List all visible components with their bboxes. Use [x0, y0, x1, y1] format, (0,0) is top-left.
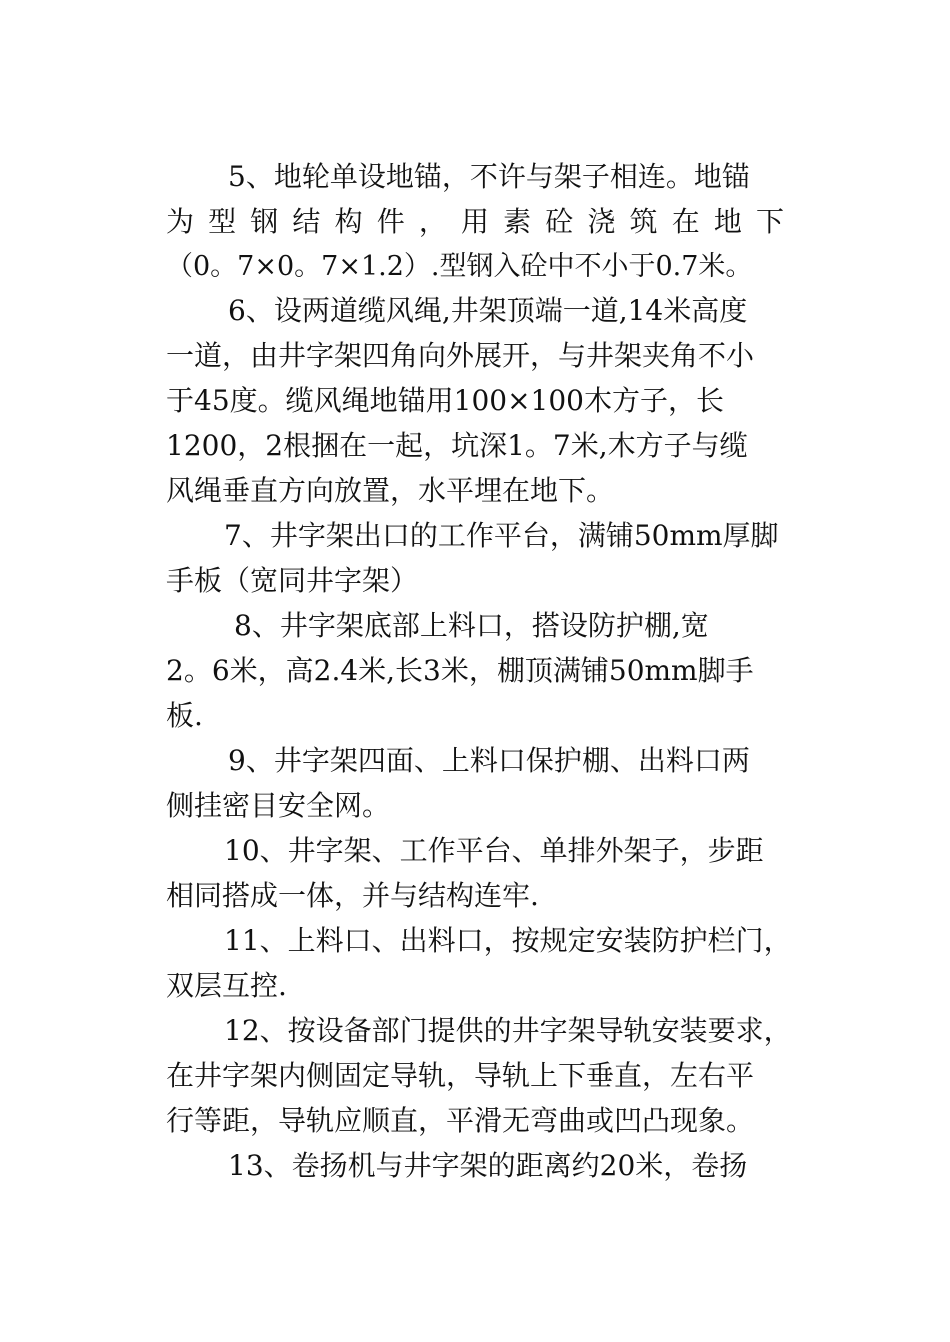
- text-line: 10、井字架、工作平台、单排外架子，步距: [224, 834, 764, 867]
- text-line: 板.: [166, 699, 203, 732]
- text-line: 相同搭成一体，并与结构连牢.: [166, 879, 539, 912]
- text-line: 1200，2根捆在一起，坑深1。7米,木方子与缆: [166, 429, 748, 462]
- text-line: 6、设两道缆风绳,井架顶端一道,14米高度: [228, 294, 748, 327]
- text-line: 13、卷扬机与井字架的距离约20米，卷扬: [228, 1149, 748, 1182]
- text-line: 5、地轮单设地锚，不许与架子相连。地锚: [228, 160, 750, 193]
- text-line: 7、井字架出口的工作平台，满铺50mm厚脚: [224, 519, 779, 552]
- text-line: 侧挂密目安全网。: [166, 789, 391, 822]
- text-line: 8、井字架底部上料口，搭设防护棚,宽: [234, 609, 709, 642]
- text-line: （0。7×0。7×1.2）.型钢入砼中不小于0.7米。: [166, 251, 753, 282]
- text-line: 12、按设备部门提供的井字架导轨安装要求，: [224, 1014, 792, 1047]
- text-line: 9、井字架四面、上料口保护棚、出料口两: [228, 744, 750, 777]
- text-line: 2。6米，高2.4米,长3米，棚顶满铺50mm脚手: [166, 654, 754, 687]
- text-line: 行等距，导轨应顺直，平滑无弯曲或凹凸现象。: [166, 1104, 755, 1137]
- text-line: 风绳垂直方向放置，水平埋在地下。: [166, 474, 615, 507]
- text-line: 为型钢结构件，用素砼浇筑在地下: [166, 205, 784, 238]
- text-line: 11、上料口、出料口，按规定安装防护栏门，: [224, 924, 792, 957]
- text-line: 手板（宽同井字架）: [166, 564, 419, 597]
- text-line: 于45度。缆风绳地锚用100×100木方子，长: [166, 384, 724, 417]
- text-line: 一道，由井字架四角向外展开，与井架夹角不小: [166, 339, 755, 372]
- text-line: 双层互控.: [166, 969, 287, 1002]
- text-line: 在井字架内侧固定导轨，导轨上下垂直，左右平: [166, 1059, 755, 1092]
